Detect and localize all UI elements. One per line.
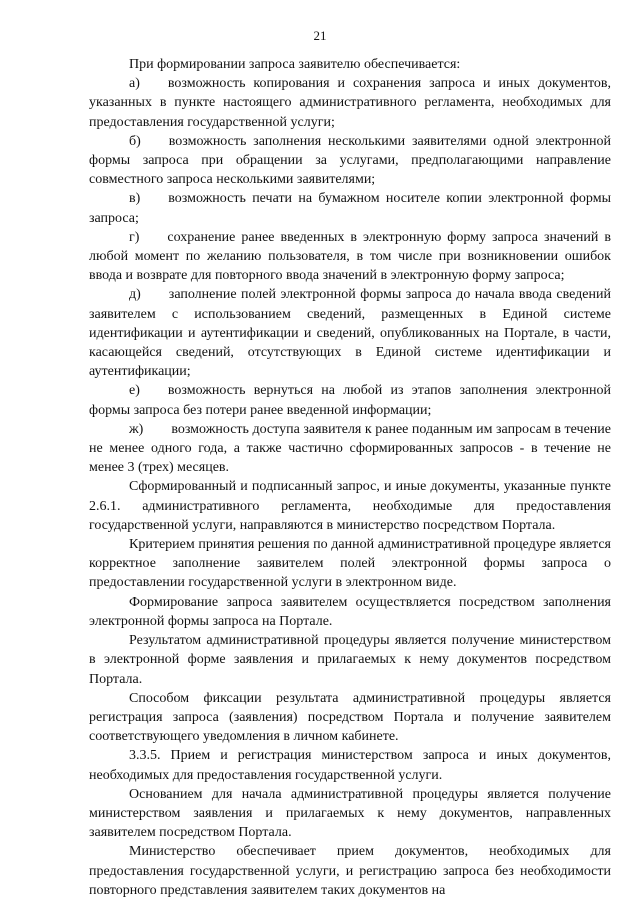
list-item-a: а) возможность копирования и сохранения запроса и иных документов, указанных в пункте настоящего административного регламента, необходимых для предоставления государственной услуги; [89, 76, 611, 130]
list-item-v: в) возможность печати на бумажном носителе копии электронной формы запроса; [89, 191, 611, 226]
paragraph-request-formation: Формирование запроса заявителем осуществляется посредством заполнения электронной формы запроса на Портале. [89, 594, 611, 629]
list-item-d: д) заполнение полей электронной формы запроса до начала ввода сведений заявителем с использованием сведений, размещенных в Единой системе идентификации и аутентификации и сведений, опубликованных на Портале, в части, касающейся сведений, отсутствующих в Единой системе идентификации и аутентификации; [89, 287, 611, 380]
paragraph-decision-criterion: Критерием принятия решения по данной административной процедуре является корректное заполнение заявителем полей электронной формы запроса о предоставлении государственной услуги в электронном виде. [89, 537, 611, 591]
list-item-g: г) сохранение ранее введенных в электронную форму запроса значений в любой момент по желанию пользователя, в том числе при возникновении ошибок ввода и возврате для повторного ввода значений в электронную форму запроса; [89, 229, 611, 284]
list-item-b: б) возможность заполнения несколькими заявителями одной электронной формы запроса при обращении за услугами, предполагающими направление совместного запроса несколькими заявителями; [89, 133, 611, 188]
paragraph-intro: При формировании запроса заявителю обеспечивается: [129, 57, 461, 72]
page-number: 21 [313, 28, 327, 43]
list-item-zh: ж) возможность доступа заявителя к ранее поданным им запросам в течение не менее одного года, а также частично сформированных запросов - в течение не менее 3 (трех) месяцев. [89, 421, 611, 476]
paragraph-ministry-provides: Министерство обеспечивает прием документов, необходимых для предоставления государственной услуги, и регистрацию запроса без необходимости повторного представления заявителем таких документов на [89, 844, 611, 898]
document-body [89, 55, 611, 900]
paragraph-fixation-method: Способом фиксации результата административной процедуры является регистрация запроса (заявления) посредством Портала и получение заявителем соответствующего уведомления в личном кабинете. [89, 690, 611, 745]
paragraph-procedure-result: Результатом административной процедуры является получение министерством в электронной форме заявления и прилагаемых к нему документов посредством Портала. [89, 633, 611, 687]
list-item-e: е) возможность вернуться на любой из этапов заполнения электронной формы запроса без потери ранее введенной информации; [89, 383, 611, 418]
paragraph-procedure-basis: Основанием для начала административной процедуры является получение министерством заявления и прилагаемых к нему документов, направленных заявителем посредством Портала. [89, 786, 611, 841]
section-heading-3-3-5: 3.3.5. Прием и регистрация министерством запроса и иных документов, необходимых для предоставления государственной услуги. [89, 748, 611, 783]
paragraph-submitted-request: Сформированный и подписанный запрос, и иные документы, указанные пункте 2.6.1. административного регламента, необходимые для предоставления государственной услуги, направляются в министерство посредством Портала. [89, 479, 611, 533]
